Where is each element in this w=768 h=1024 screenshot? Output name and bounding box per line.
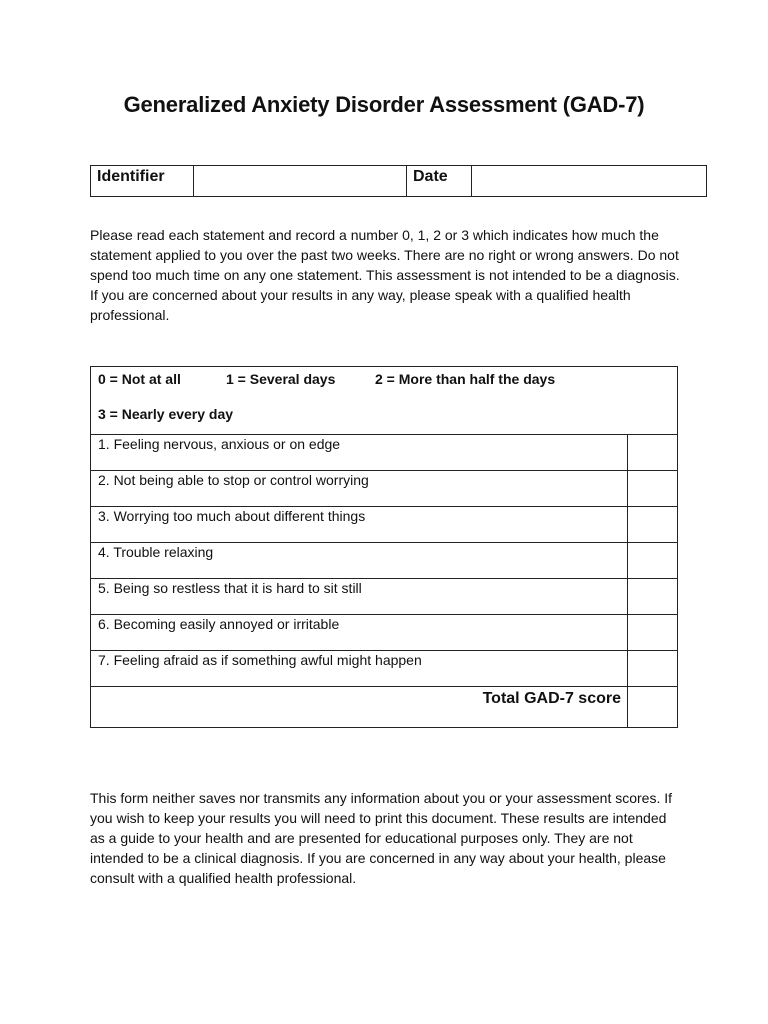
question-row: [91, 579, 678, 615]
date-field[interactable]: [472, 166, 707, 197]
question-score-cell[interactable]: [628, 543, 678, 579]
question-text: 4. Trouble relaxing: [91, 543, 628, 579]
question-text: 6. Becoming easily annoyed or irritable: [91, 615, 628, 651]
scale-legend: [91, 367, 678, 435]
scale-option-0: 0 = Not at all: [98, 371, 181, 387]
question-row: [91, 543, 678, 579]
total-score-label: Total GAD-7 score: [91, 687, 628, 728]
question-score-cell[interactable]: [628, 615, 678, 651]
question-score-cell[interactable]: [628, 651, 678, 687]
question-text: 1. Feeling nervous, anxious or on edge: [91, 435, 628, 471]
question-score-cell[interactable]: [628, 471, 678, 507]
question-row: [91, 435, 678, 471]
question-text: 3. Worrying too much about different things: [91, 507, 628, 543]
scale-option-2: 2 = More than half the days: [375, 371, 556, 387]
question-row: [91, 507, 678, 543]
scale-option-3: 3 = Nearly every day: [98, 406, 234, 422]
question-score-cell[interactable]: [628, 435, 678, 471]
instructions-paragraph: Please read each statement and record a number 0, 1, 2 or 3 which indicates how much the statement applied to you over the past two weeks. There are no right or wrong answers. Do not spend too much time on any one statement. This assessment is not intended to be a diagnosis. If you are concerned about your results in any way, please speak with a qualified health professional.: [90, 227, 680, 323]
question-score-cell[interactable]: [628, 507, 678, 543]
identifier-date-table: [90, 165, 707, 197]
question-text: 7. Feeling afraid as if something awful might happen: [91, 651, 628, 687]
disclaimer-paragraph: This form neither saves nor transmits any information about you or your assessment scores. If you wish to keep your results you will need to print this document. These results are intended as a guide to your health and are presented for educational purposes only. They are not intended to be a clinical diagnosis. If you are concerned in any way about your health, please consult with a qualified health professional.: [90, 790, 673, 886]
question-row: [91, 471, 678, 507]
date-label: Date: [407, 166, 472, 197]
question-row: [91, 651, 678, 687]
gad7-question-table: [90, 366, 678, 728]
identifier-field[interactable]: [194, 166, 407, 197]
question-score-cell[interactable]: [628, 579, 678, 615]
question-text: 2. Not being able to stop or control worrying: [91, 471, 628, 507]
question-text: 5. Being so restless that it is hard to sit still: [91, 579, 628, 615]
question-row: [91, 615, 678, 651]
page-title: Generalized Anxiety Disorder Assessment (GAD-7): [123, 92, 645, 117]
scale-option-1: 1 = Several days: [226, 371, 336, 387]
total-score-cell[interactable]: [628, 687, 678, 728]
identifier-label: Identifier: [91, 166, 194, 197]
total-score-row: [91, 687, 678, 728]
